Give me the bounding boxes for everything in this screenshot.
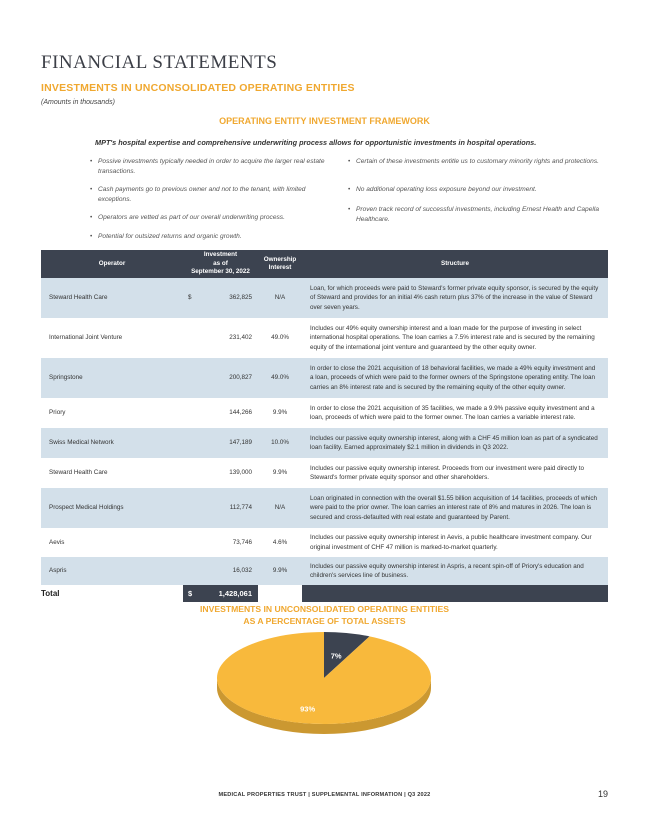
structure-cell: In order to close the 2021 acquisition of 18 behavioral facilities, we made a 49% equity investment and a loan, proceeds of which were paid to the former owners of the Springstone operating entity. The loan carries an 8% interest rate and is secured by the remaining equity of the other equity owner. — [302, 358, 608, 398]
table-row — [41, 358, 608, 398]
header-investment: Investment as of September 30, 2022 — [183, 250, 258, 278]
table-row — [41, 428, 608, 458]
investment-cell: $ 362,825 — [183, 278, 258, 318]
investments-table — [41, 250, 608, 602]
ownership-cell: N/A — [258, 278, 302, 318]
pie-slice-1 — [217, 632, 431, 724]
section-title: INVESTMENTS IN UNCONSOLIDATED OPERATING ENTITIES — [41, 82, 355, 94]
bullet-item: • Proven track record of successful investments, including Ernest Health and Capella Healthcare. — [348, 205, 606, 224]
investment-cell: 112,774 — [183, 488, 258, 528]
page-footer: MEDICAL PROPERTIES TRUST | SUPPLEMENTAL INFORMATION | Q3 2022 — [218, 792, 431, 798]
total-row — [41, 585, 608, 602]
table-row — [41, 557, 608, 585]
operator-cell: Springstone — [41, 358, 183, 398]
ownership-cell: 49.0% — [258, 358, 302, 398]
table-row — [41, 528, 608, 557]
page-title: FINANCIAL STATEMENTS — [41, 52, 278, 73]
table-row — [41, 488, 608, 528]
table-header-row — [41, 250, 608, 278]
structure-cell: Includes our passive equity ownership interest. Proceeds from our investment were paid directly to Steward's former private equity sponsor and other shareholders. — [310, 464, 585, 481]
investment-cell: 147,189 — [183, 428, 258, 458]
operator-cell: Aspris — [41, 557, 183, 585]
bullet-item: • Possive investments typically needed in order to acquire the larger real estate transactions. — [90, 157, 338, 176]
operator-cell: Aevis — [49, 538, 65, 546]
page-number: 19 — [598, 789, 609, 799]
bullet-item: • Potential for outsized returns and organic growth. — [90, 232, 338, 242]
ownership-cell: 4.6% — [272, 538, 288, 546]
investment-cell: 16,032 — [183, 557, 258, 585]
operator-cell: Steward Health Care — [41, 278, 183, 318]
investment-cell: 231,402 — [229, 334, 252, 342]
pie-label-0: 7% — [330, 651, 342, 661]
structure-cell: Loan originated in connection with the overall $1.55 billion acquisition of 14 facilities, proceeds of which were paid to the prior owner. The loan carries an interest rate of 8% and matures in 2026. The loan is secured and cross-defaulted with real estate and guaranteed by Parent. — [302, 488, 608, 528]
table-row — [41, 458, 608, 488]
framework-title: OPERATING ENTITY INVESTMENT FRAMEWORK — [219, 116, 430, 126]
chart-title: INVESTMENTS IN UNCONSOLIDATED OPERATING ENTITIES AS A PERCENTAGE OF TOTAL ASSETS — [200, 604, 449, 626]
bullet-item: • No additional operating loss exposure beyond our investment. — [348, 185, 606, 195]
bullet-item: • Operators are vetted as part of our overall underwriting process. — [90, 213, 338, 223]
ownership-cell: 49.0% — [271, 334, 289, 342]
investment-cell: 200,827 — [183, 358, 258, 398]
operator-cell: Priory — [49, 409, 66, 417]
operator-cell: Steward Health Care — [49, 469, 108, 477]
total-label: Total — [41, 585, 183, 602]
operator-cell: Swiss Medical Network — [41, 428, 183, 458]
intro-text: MPT's hospital expertise and comprehensive underwriting process allows for opportunistic investments in hospital operations. — [95, 138, 537, 147]
table-row — [41, 278, 608, 318]
ownership-cell: 9.9% — [272, 409, 288, 417]
pie-label-1: 93% — [300, 704, 316, 714]
structure-cell: Includes our passive equity ownership interest, along with a CHF 45 million loan as part of a syndicated loan facility. Earned approximately $2.1 million in dividends in Q3 2022. — [302, 428, 608, 458]
ownership-cell: 9.9% — [258, 557, 302, 585]
ownership-cell: 9.9% — [272, 469, 288, 477]
table-row — [41, 398, 608, 428]
bullet-item: • Cash payments go to previous owner and not to the tenant, with limited exceptions. — [90, 185, 338, 204]
structure-cell: Includes our passive equity ownership interest in Aspris, a recent spin-off of Priory's education and children's services line of business. — [302, 557, 608, 585]
structure-cell: Loan, for which proceeds were paid to Steward's former private equity sponsor, is secured by the equity of Steward and provides for an initial 4% cash return plus 37% of the increase in the value of Steward over seven years. — [302, 278, 608, 318]
structure-cell: Includes our passive equity ownership interest in Aevis, a public healthcare investment company. Our original investment of CHF 47 million is marked-to-market quarterly. — [310, 534, 592, 551]
units-note: (Amounts in thousands) — [41, 99, 115, 106]
table-row — [41, 318, 608, 358]
structure-cell: In order to close the 2021 acquisition of 35 facilities, we made a 9.9% passive equity investment and a loan, proceeds of which were paid to the former owner. The loan carries a variable interest rate. — [310, 404, 595, 421]
structure-cell: Includes our 49% equity ownership interest and a loan made for the purpose of investing in select international hospital operations. The loan carries a 7.5% interest rate and is secured by the remaining equity of the international joint venture and guaranteed by the other equity owner. — [310, 324, 595, 351]
header-structure: Structure — [302, 250, 608, 278]
bullet-item: • Certain of these investments entitle us to customary minority rights and protections. — [348, 157, 606, 167]
header-ownership: Ownership Interest — [258, 250, 302, 278]
ownership-cell: 10.0% — [258, 428, 302, 458]
pie-chart — [0, 630, 649, 770]
investment-cell: 73,746 — [232, 538, 252, 546]
investment-cell: 144,266 — [229, 409, 252, 417]
header-operator: Operator — [41, 250, 183, 278]
operator-cell: International Joint Venture — [49, 334, 123, 342]
operator-cell: Prospect Medical Holdings — [41, 488, 183, 528]
investment-cell: 139,000 — [229, 469, 252, 477]
total-value: $ 1,428,061 — [183, 585, 258, 602]
ownership-cell: N/A — [258, 488, 302, 528]
